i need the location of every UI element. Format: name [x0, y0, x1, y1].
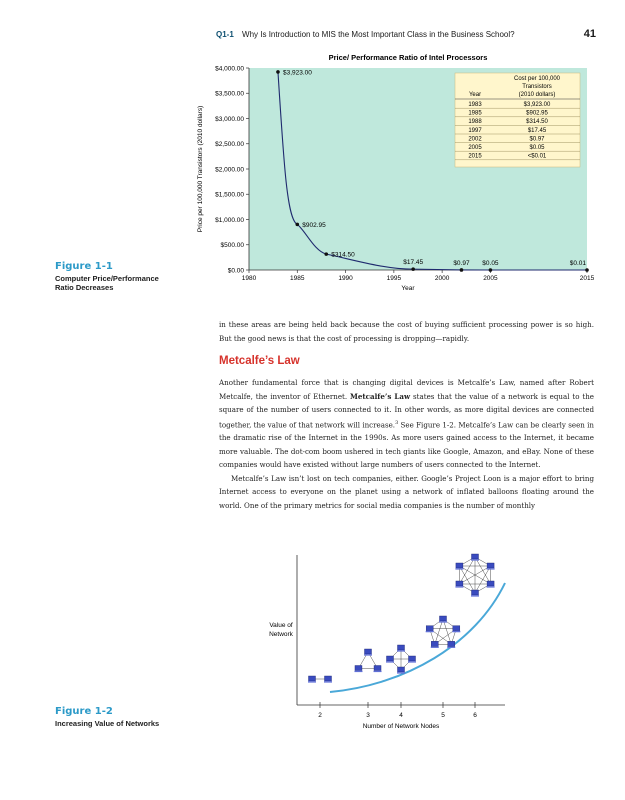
- y-tick-label: $3,000.00: [215, 115, 244, 123]
- computer-node-icon: [309, 676, 316, 681]
- computer-base-icon: [447, 647, 455, 648]
- network-cluster: [354, 649, 381, 672]
- y-tick-label: $4,000.00: [215, 65, 244, 73]
- computer-node-icon: [365, 649, 372, 654]
- table-header-year: Year: [468, 92, 482, 98]
- table-year: 1988: [468, 119, 482, 126]
- data-point: [324, 252, 328, 256]
- y-tick-label: $1,000.00: [215, 216, 244, 224]
- cost-table: [455, 73, 580, 167]
- y-tick-label: $1,500.00: [215, 191, 244, 199]
- value-axis-label-2: Network: [269, 631, 293, 638]
- data-label: $3,923.00: [282, 69, 312, 77]
- page-number: 41: [583, 28, 596, 40]
- table-year: 1997: [468, 127, 482, 134]
- table-header-cost-3: (2010 dollars): [518, 92, 556, 98]
- x-tick-label: 1995: [386, 275, 402, 282]
- computer-node-icon: [487, 563, 494, 568]
- intro-paragraph: [219, 318, 594, 345]
- table-year: 1985: [468, 110, 482, 117]
- y-tick-label: $500.00: [220, 242, 244, 250]
- data-point: [411, 267, 415, 271]
- chapter-question: Why Is Introduction to MIS the Most Important Class in the Business School?: [242, 30, 515, 39]
- paragraph-1: in these areas are being held back because the cost of buying sufficient processing power is so high. But the good news is that the cost of processing is dropping—rapidly.: [219, 320, 594, 343]
- table-year: 2002: [468, 136, 482, 143]
- x-tick-label: 2: [318, 712, 322, 719]
- data-point: [460, 268, 464, 272]
- metcalfe-term: Metcalfe’s Law: [350, 391, 411, 401]
- data-label: $0.01: [569, 259, 586, 267]
- figure-1-2-title: Increasing Value of Networks: [55, 719, 160, 728]
- computer-base-icon: [471, 559, 479, 560]
- table-cost: $17.45: [527, 127, 547, 134]
- computer-node-icon: [456, 563, 463, 568]
- computer-base-icon: [431, 647, 439, 648]
- figure-1-1-title-line1: Computer Price/Performance: [55, 274, 159, 283]
- computer-node-icon: [355, 666, 362, 671]
- computer-node-icon: [387, 656, 394, 661]
- data-label: $17.45: [403, 259, 424, 267]
- computer-base-icon: [455, 586, 463, 587]
- computer-node-icon: [448, 641, 455, 646]
- computer-node-icon: [453, 626, 460, 631]
- running-header: [216, 30, 596, 39]
- data-point: [276, 70, 280, 74]
- computer-node-icon: [472, 590, 479, 595]
- computer-node-icon: [487, 581, 494, 586]
- table-cost: $314.50: [526, 119, 548, 126]
- data-label: $902.95: [302, 221, 326, 229]
- x-axis-label: Year: [401, 285, 415, 292]
- figure-1-2-caption: [55, 706, 185, 728]
- paragraph-2-mid: states that the value of a network is equal to the square of the number of users connected to it. In other words, as more digital devices are connected together, the value of that network will increase.: [219, 391, 594, 429]
- x-tick-label: 2005: [483, 275, 498, 282]
- y-tick-label: $0.00: [227, 267, 244, 275]
- network-cluster: [455, 554, 494, 597]
- network-link: [459, 566, 475, 593]
- computer-node-icon: [374, 666, 381, 671]
- paragraph-3: Metcalfe’s Law isn’t lost on tech companies, either. Google’s Project Loon is a major effort to bring Internet access to everyone on the planet using a network of inflated balloons floating around the world. One of the primary metrics for social media companies is the number of monthly: [219, 473, 594, 510]
- growth-curve: [330, 583, 505, 692]
- x-tick-label: 2000: [434, 275, 450, 282]
- table-header-cost-1: Cost per 100,000: [513, 76, 561, 82]
- computer-node-icon: [325, 676, 332, 681]
- data-point: [489, 268, 493, 272]
- computer-base-icon: [364, 654, 372, 655]
- network-cluster: [308, 676, 332, 683]
- computer-base-icon: [308, 681, 316, 682]
- paragraph-2-start: Another fundamental force that is changing digital devices is Metcalfe’s Law, named after Robert Metcalfe, the inventor of Ethernet.: [219, 378, 594, 401]
- table-year: 2015: [468, 153, 482, 160]
- table-year: 1983: [468, 102, 482, 108]
- x-tick-label: 2015: [579, 275, 595, 282]
- computer-node-icon: [472, 554, 479, 559]
- x-tick-label: 6: [473, 712, 477, 719]
- table-cost: $0.97: [529, 136, 545, 143]
- computer-base-icon: [471, 595, 479, 596]
- computer-base-icon: [452, 631, 460, 632]
- computer-base-icon: [439, 621, 447, 622]
- figure-1-1-number: Figure 1-1: [55, 261, 113, 272]
- computer-node-icon: [431, 641, 438, 646]
- computer-node-icon: [398, 667, 405, 672]
- computer-base-icon: [455, 568, 463, 569]
- network-link: [435, 619, 443, 644]
- computer-base-icon: [408, 661, 416, 662]
- network-link: [443, 619, 451, 644]
- x-tick-label: 1980: [241, 275, 257, 282]
- y-tick-label: $2,500.00: [215, 141, 244, 149]
- computer-base-icon: [487, 586, 495, 587]
- section-number: Q1-1: [216, 30, 234, 39]
- paragraph-2-end: See Figure 1-2. Metcalfe’s Law can be clearly seen in the dramatic rise of the Internet in the 1990s. As more users gained access to the Internet, it became more valuable. The dot-com boom ushered in tech giants like Google, Amazon, and eBay. None of these companies would have existed without large numbers of users connected to the Internet.: [219, 419, 594, 470]
- x-tick-label: 4: [399, 712, 403, 719]
- table-cost: $902.95: [526, 110, 548, 117]
- y-tick-label: $2,000.00: [215, 166, 244, 174]
- figure-1-1-caption: [55, 261, 185, 292]
- table-cost: $3,923.00: [523, 102, 551, 108]
- x-tick-label: 1990: [338, 275, 353, 282]
- computer-base-icon: [374, 671, 382, 672]
- computer-node-icon: [426, 626, 433, 631]
- computer-base-icon: [386, 661, 394, 662]
- computer-node-icon: [456, 581, 463, 586]
- data-label: $0.05: [482, 259, 499, 267]
- computer-base-icon: [354, 671, 362, 672]
- computer-node-icon: [440, 616, 447, 621]
- table-cost: $0.05: [529, 145, 545, 151]
- nodes-axis-label: Number of Network Nodes: [362, 723, 440, 730]
- computer-base-icon: [426, 631, 434, 632]
- y-tick-label: $3,500.00: [215, 90, 244, 98]
- figure-1-1-title-line2: Ratio Decreases: [55, 283, 114, 292]
- data-label: $314.50: [331, 251, 355, 259]
- paragraph-2: [219, 376, 594, 472]
- computer-base-icon: [324, 681, 332, 682]
- x-tick-label: 5: [441, 712, 445, 719]
- network-value-chart: [255, 545, 525, 740]
- chart-title: Price/ Performance Ratio of Intel Processors: [328, 53, 488, 62]
- price-performance-chart: [190, 48, 610, 298]
- footnote-ref: 3: [395, 419, 399, 426]
- table-cost: <$0.01: [527, 153, 547, 160]
- table-year: 2005: [468, 145, 482, 151]
- y-axis-label: Price per 100,000 Transistors (2010 dollars): [197, 105, 204, 233]
- value-axis-label-1: Value of: [269, 622, 293, 629]
- computer-node-icon: [409, 656, 416, 661]
- computer-node-icon: [398, 645, 405, 650]
- x-tick-label: 3: [366, 712, 370, 719]
- computer-base-icon: [487, 568, 495, 569]
- data-point: [585, 268, 589, 272]
- x-tick-label: 1985: [290, 275, 305, 282]
- computer-base-icon: [397, 672, 405, 673]
- data-point: [295, 223, 299, 227]
- section-heading: Metcalfe’s Law: [219, 355, 300, 367]
- table-header-cost-2: Transistors: [522, 84, 552, 90]
- computer-base-icon: [397, 650, 405, 651]
- figure-1-2-number: Figure 1-2: [55, 706, 113, 717]
- data-label: $0.97: [453, 259, 470, 267]
- metcalfe-paragraphs: [219, 376, 594, 512]
